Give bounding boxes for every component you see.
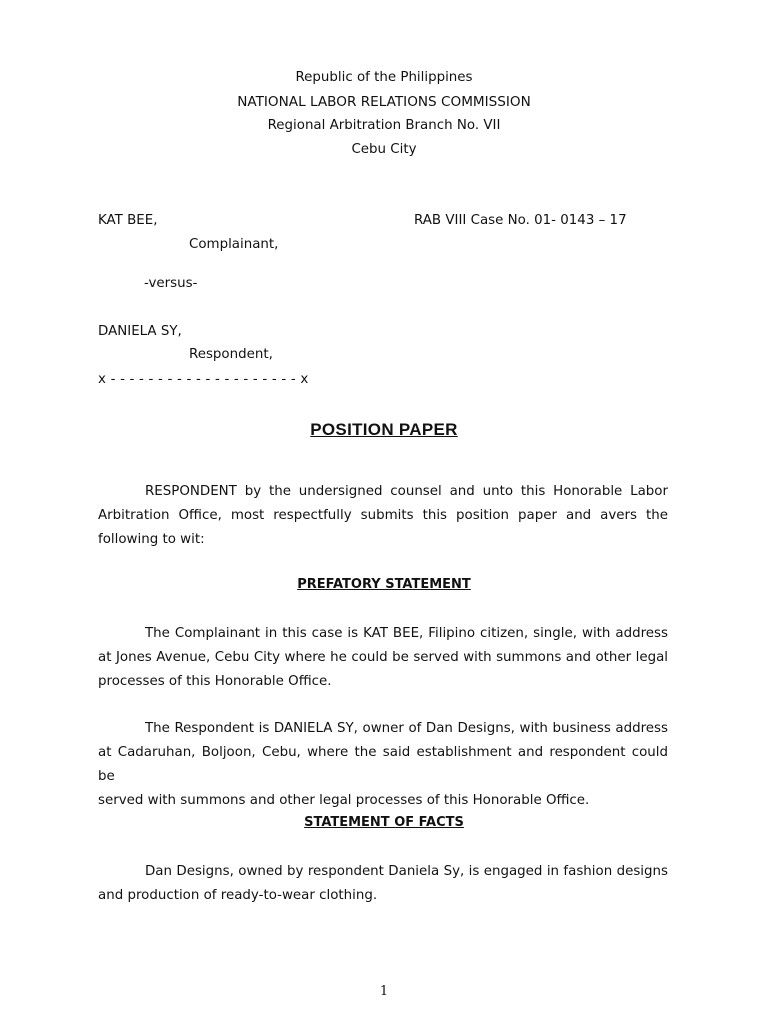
case-number: RAB VIII Case No. 01- 0143 – 17: [414, 213, 627, 228]
paragraph-line: The Complainant in this case is KAT BEE, Filipino citizen, single, with address: [145, 626, 668, 641]
prefatory-paragraph-2: [98, 717, 668, 813]
paragraph-line: The Respondent is DANIELA SY, owner of Dan Designs, with business address: [145, 721, 668, 736]
intro-line: RESPONDENT by the undersigned counsel and unto this Honorable Labor: [145, 484, 668, 499]
prefatory-paragraph-1: [98, 622, 668, 694]
respondent-role: Respondent,: [189, 347, 273, 362]
intro-line: Arbitration Office, most respectfully submits this position paper and avers the: [98, 508, 668, 523]
document-title: POSITION PAPER: [310, 420, 458, 439]
paragraph-line: at Jones Avenue, Cebu City where he could be served with summons and other legal: [98, 650, 668, 665]
facts-heading: STATEMENT OF FACTS: [304, 815, 464, 830]
paragraph-line: Dan Designs, owned by respondent Daniela Sy, is engaged in fashion designs: [145, 864, 668, 879]
caption-separator: x - - - - - - - - - - - - - - - - - - - - x: [98, 372, 309, 387]
paragraph-line: served with summons and other legal processes of this Honorable Office.: [98, 793, 590, 808]
header-city: Cebu City: [351, 142, 417, 157]
intro-line: following to wit:: [98, 532, 205, 547]
paragraph-line: at Cadaruhan, Boljoon, Cebu, where the said establishment and respondent could be: [98, 745, 668, 784]
versus-label: -versus-: [144, 276, 198, 291]
header-republic: Republic of the Philippines: [295, 70, 473, 85]
intro-paragraph: [98, 480, 668, 552]
complainant-role: Complainant,: [189, 237, 279, 252]
paragraph-line: processes of this Honorable Office.: [98, 674, 332, 689]
paragraph-line: and production of ready-to-wear clothing.: [98, 888, 378, 903]
header-branch: Regional Arbitration Branch No. VII: [267, 118, 501, 133]
prefatory-heading: PREFATORY STATEMENT: [297, 577, 471, 592]
header-commission: NATIONAL LABOR RELATIONS COMMISSION: [237, 94, 531, 110]
complainant-name: KAT BEE,: [98, 213, 158, 228]
facts-paragraph-1: [98, 860, 668, 908]
respondent-name: DANIELA SY,: [98, 324, 182, 339]
page-number: 1: [379, 984, 389, 999]
